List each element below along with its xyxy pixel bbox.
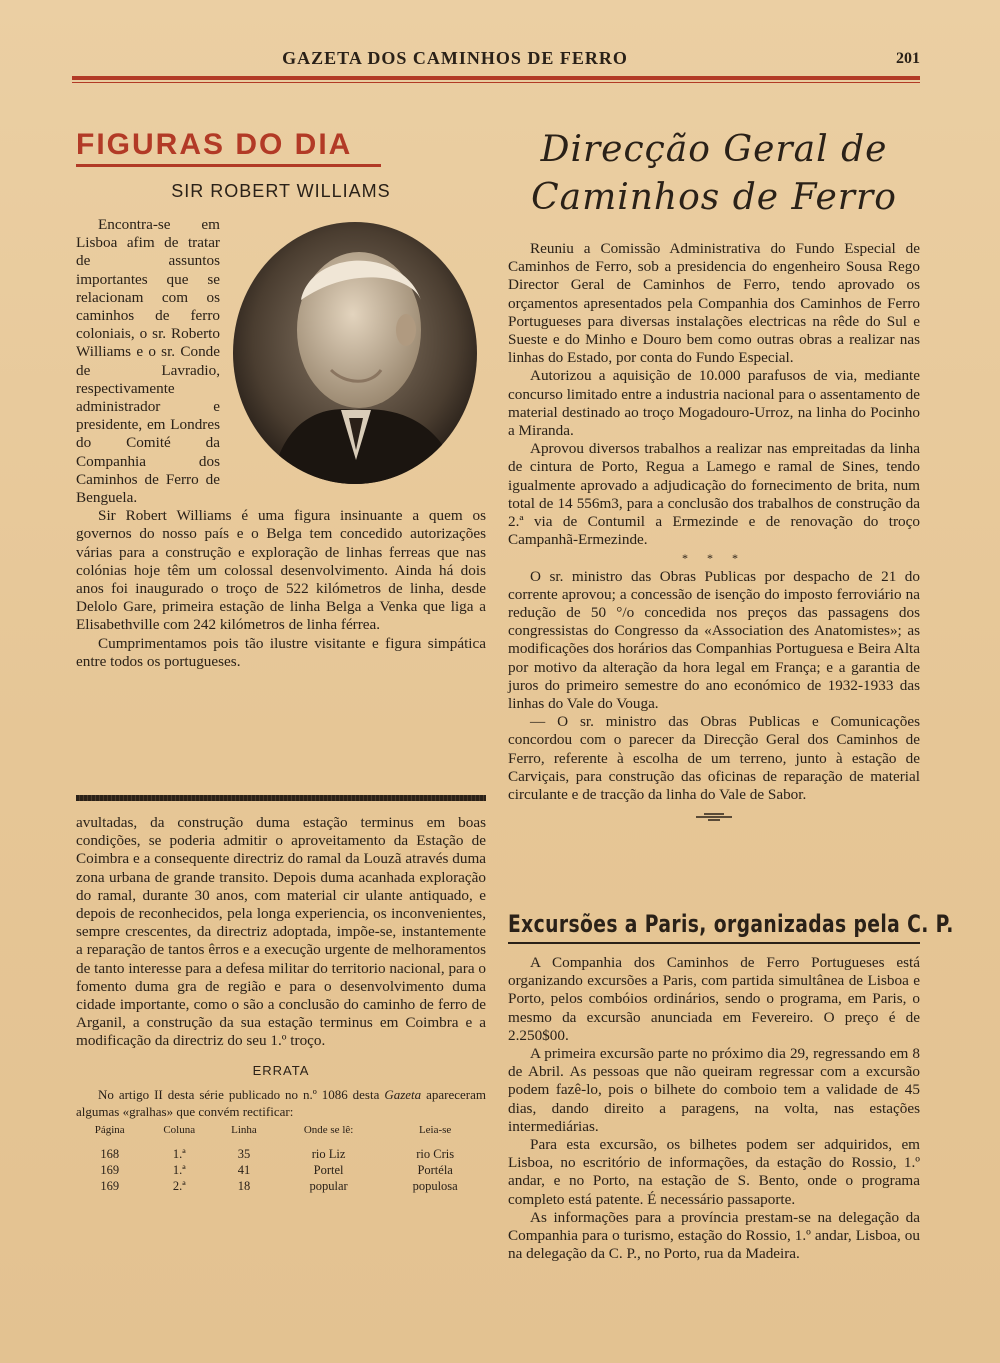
table-cell: 1.ª bbox=[172, 1146, 186, 1161]
paragraph: Cumprimentamos pois tão ilustre visitante e figura simpática entre todos os portugueses. bbox=[76, 634, 486, 670]
paragraph: A primeira excursão parte no próximo dia 29, regressando em 8 de Abril. As pessoas que não queiram regressar com a excursão podem fazê-lo, pois o bilhete do comboio tem a validade de 45 dias, dando direito a paragens, na volta, nas estações intermediárias. bbox=[508, 1045, 920, 1135]
column-divider bbox=[76, 795, 486, 801]
errata-header-row bbox=[76, 1120, 486, 1146]
table-cell: populosa bbox=[412, 1178, 458, 1193]
errata-intro bbox=[76, 1086, 486, 1120]
table-row bbox=[76, 1162, 486, 1178]
paragraph: Reuniu a Comissão Administrativa do Fundo Especial de Caminhos de Ferro, sob a presidencia do engenheiro Sousa Rego Director Geral de Caminhos de Ferro, tendo aprovado os orçamentos apresentados pela Companhia dos Caminhos de Ferro Portugueses para diversas instalações electricas na rêde do Sul e Sueste e do Minho e Douro bem como outras obras a realizar nas linhas do Estado, por conta do Fundo Especial. bbox=[508, 240, 920, 367]
title-line: Direcção Geral de bbox=[540, 129, 888, 170]
column-header: Leia-se bbox=[418, 1123, 452, 1136]
paragraph: Encontra-se em Lisboa afim de tratar de assuntos importantes que se relacionam com os caminhos de ferro coloniais, o sr. Roberto Williams e o sr. Conde de Lavradio, respectivamente administrador e presidente, em Londres do Comité da Companhia dos Caminhos de Ferro de Benguela. bbox=[76, 216, 220, 507]
paragraph: O sr. ministro das Obras Publicas por despacho de 21 do corrente aprovou; a concessão de isenção do imposto ferroviário na redução de 50 °/o concedida nos preços das passagens dos congressistas do Congresso da «Association des Anatomistes»; as modificações dos horários das Companhias Portuguesa e Beira Alta por motivo da alteração da hora legal em França; e a garantia de juros do primeiro semestre do ano económico de 1932-1933 das linhas do Vale do Vouga. bbox=[508, 567, 920, 713]
title-rule bbox=[508, 942, 920, 944]
paragraph: As informações para a província prestam-se na delegação da Companhia para o turismo, estação do Rossio, 1.º andar, Lisboa, ou na delegação da C. P., no Porto, rua da Madeira. bbox=[508, 1208, 920, 1263]
title-underline bbox=[76, 164, 381, 167]
table-cell: 1.ª bbox=[172, 1162, 186, 1177]
paragraph: — O sr. ministro das Obras Publicas e Comunicações concordou com o parecer da Direcção Geral dos Caminhos de Ferro, referente à escolha de um terreno, junto à estação de Carviçais, para construção das oficinas de reparação de material circulante e de tracção da linha do Vale de Sabor. bbox=[508, 713, 920, 804]
table-cell: Portéla bbox=[417, 1162, 453, 1177]
column-header: Onde se lê: bbox=[303, 1123, 354, 1136]
errata-intro-text: No artigo II desta série publicado no n.º 1086 desta bbox=[98, 1086, 380, 1102]
paragraph: avultadas, da construção duma estação terminus em boas condições, se poderia admitir o aproveitamento da Estação de Coimbra e a consequente directriz do ramal da Louzã através duma zona urbana de grande transito. Depois duma acanhada exploração do ramal, durante 30 anos, com material cir ulante antiquado, e depois de reconhecidos, pela longa experiencia, os inconvenientes, sempre crescentes, da directriz adoptada, impõe-se, instantemente a reparação de tantos êrros e a execução urgente de melhoramentos de tanto interesse para a defesa militar do territorio nacional, para o fomento duma gra de região e para o desenvolvimento duma cidade importante, como o são a conclusão do caminho de ferro de Arganil, a construção da sua estação terminus em Coimbra e a modificação da directriz do seu 1.º troço. bbox=[76, 814, 486, 1050]
continuation-body bbox=[76, 814, 486, 1051]
article-body bbox=[508, 240, 920, 804]
article-body bbox=[508, 954, 920, 1263]
direccao-geral-article bbox=[508, 126, 920, 827]
title-line: Caminhos de Ferro bbox=[531, 177, 897, 218]
table-cell: 18 bbox=[237, 1178, 251, 1193]
page-number: 201 bbox=[896, 50, 920, 67]
paragraph: Sir Robert Williams é uma figura insinuante a quem os governos do nosso país e o Belga tem concedido autorizações várias para a construção e exploração de linhas ferreas que nas colónias hoje têm um colossal desenvolvimento. Ainda há dois anos foi inaugurado o troço de 522 kilómetros de linha, desde Delolo Gare, primeira estação de linha Belga a Venka que liga a Elisabethville com 242 kilómetros de linha férrea. bbox=[76, 507, 486, 634]
page-header bbox=[70, 46, 920, 76]
table-row bbox=[76, 1146, 486, 1162]
portrait-image bbox=[231, 220, 479, 486]
portrait-photo bbox=[230, 218, 480, 488]
column-header: Coluna bbox=[163, 1123, 196, 1136]
table-cell: 169 bbox=[100, 1178, 120, 1193]
table-row bbox=[76, 1178, 486, 1194]
errata-intro-text: apareceram algumas «gralhas» que convém rectificar: bbox=[76, 1086, 487, 1119]
table-cell: rio Liz bbox=[311, 1146, 346, 1161]
table-cell: rio Cris bbox=[416, 1146, 455, 1161]
column-header: Página bbox=[94, 1123, 125, 1136]
excursoes-article bbox=[508, 910, 954, 1263]
errata-table bbox=[76, 1120, 486, 1194]
table-cell: 169 bbox=[100, 1162, 120, 1177]
figuras-do-dia-article bbox=[76, 128, 486, 671]
section-title: FIGURAS DO DIA bbox=[76, 128, 353, 161]
paragraph: Autorizou a aquisição de 10.000 parafusos de via, mediante concurso limitado entre a industria nacional para o assentamento de material destinado ao troço Mogadouro-Urroz, na linha do Pocinho a Miranda. bbox=[508, 367, 920, 440]
errata-intro-gazeta: Gazeta bbox=[384, 1086, 422, 1102]
table-cell: popular bbox=[309, 1178, 348, 1193]
table-cell: 2.ª bbox=[172, 1178, 186, 1193]
article-body bbox=[76, 216, 486, 671]
paragraph: Aprovou diversos trabalhos a realizar nas empreitadas da linha de cintura de Porto, Regua a Lamego e ramal de Sines, tendo igualmente aprovado a adjudicação do fornecimento de brita, num total de 14 556m3, para a conclusão dos trabalhos de construção da 2.ª via de Contumil a Ermezinde e de renovação do troço Campanhã-Ermezinde. bbox=[508, 440, 920, 549]
article-title: Excursões a Paris, organizadas pela C. P. bbox=[508, 910, 954, 938]
header-rule-thin bbox=[72, 82, 920, 83]
section-separator: * * * bbox=[682, 551, 746, 566]
article-subtitle: SIR ROBERT WILLIAMS bbox=[171, 181, 391, 201]
paragraph: Para esta excursão, os bilhetes podem ser adquiridos, em Lisboa, no escritório de informações, da estação do Rossio, 1.º andar, e no Porto, na estação de S. Bento, onde o programa completo está patente. É necessário passaporte. bbox=[508, 1136, 920, 1208]
errata-title: ERRATA bbox=[252, 1062, 310, 1078]
table-cell: 41 bbox=[237, 1162, 251, 1177]
table-cell: 35 bbox=[237, 1146, 251, 1161]
header-rule bbox=[72, 76, 920, 80]
paragraph: A Companhia dos Caminhos de Ferro Portugueses está organizando excursões a Paris, com partida simultânea de Lisboa e Porto, pelos combóios ordinários, sendo o programa, em Paris, o mesmo da excursão anunciada em Fevereiro. O preço é de 2.250$00. bbox=[508, 954, 920, 1044]
table-cell: 168 bbox=[100, 1146, 120, 1161]
ornament-icon bbox=[508, 806, 920, 825]
column-header: Linha bbox=[231, 1123, 257, 1136]
table-cell: Portel bbox=[313, 1162, 344, 1177]
continuation-article bbox=[76, 814, 486, 1194]
publication-title: GAZETA DOS CAMINHOS DE FERRO bbox=[282, 48, 628, 68]
article-title bbox=[508, 126, 920, 222]
